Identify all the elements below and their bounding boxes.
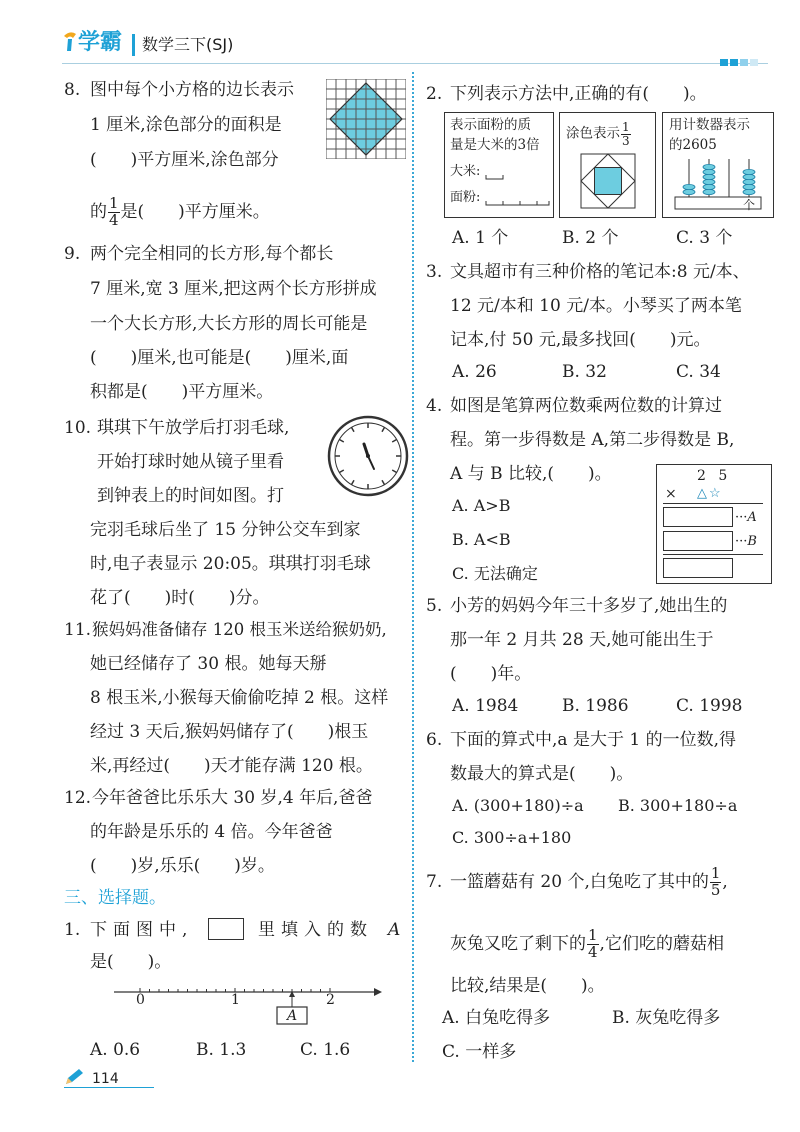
c4-fig-top: 2 5	[697, 468, 732, 484]
c2-box3-line1: 用计数器表示	[669, 117, 750, 133]
c4-fig-symbols: △☆	[697, 486, 723, 501]
c1-line1a: 下面图中,	[90, 920, 194, 940]
q11-line3: 8 根玉米,小猴每天偷偷吃掉 2 根。这样	[90, 688, 389, 708]
mirror-clock-icon	[326, 414, 410, 498]
q11-line4: 经过 3 天后,猴妈妈储存了( )根玉	[90, 722, 369, 742]
c7-fraction-2	[587, 928, 599, 961]
q9-line3: 一个大长方形,大长方形的周长可能是	[90, 314, 368, 334]
c7-line2b: ,它们吃的蘑菇相	[599, 933, 724, 954]
page-header	[0, 0, 800, 70]
q9-line4: ( )厘米,也可能是( )厘米,面	[90, 348, 349, 368]
c2-box-3	[662, 112, 774, 218]
c7-line2	[450, 928, 724, 961]
c4-multiplication-figure	[656, 464, 772, 584]
c3-line2: 12 元/本和 10 元/本。小琴买了两本笔	[450, 296, 742, 316]
c1-option-a[interactable]: A. 0.6	[90, 1040, 141, 1060]
c7-line1	[450, 866, 728, 899]
c5-line1: 小芳的妈妈今年三十多岁了,她出生的	[450, 596, 728, 616]
c1-variable: A	[388, 920, 401, 940]
q11-number: 11.	[64, 620, 92, 640]
q9-line5: 积都是( )平方厘米。	[90, 382, 274, 402]
q12-line1: 今年爸爸比乐乐大 30 岁,4 年后,爸爸	[92, 788, 373, 808]
c7-f2-d: 4	[588, 942, 598, 961]
c2-box2-text: 涂色表示	[566, 125, 620, 142]
q10-line3: 到钟表上的时间如图。打	[97, 486, 284, 506]
c4-line2: 程。第一步得数是 A,第二步得数是 B,	[450, 430, 735, 450]
c3-number: 3.	[426, 262, 443, 282]
q12-number: 12.	[64, 788, 92, 808]
c4-fig-row-3	[663, 558, 733, 578]
q8-fraction	[108, 196, 120, 229]
q9-line2: 7 厘米,宽 3 厘米,把这两个长方形拼成	[90, 279, 377, 299]
c6-line1: 下面的算式中,a 是大于 1 的一位数,得	[450, 730, 736, 750]
header-divider	[132, 34, 135, 56]
c2-number: 2.	[426, 84, 443, 104]
c5-line2: 那一年 2 月共 28 天,她可能出生于	[450, 630, 714, 650]
c2-option-c[interactable]: C. 3 个	[676, 228, 733, 248]
c1-tick-1: 1	[231, 992, 240, 1008]
c2-box1-rice: 大米:	[450, 164, 481, 179]
q10-line5: 时,电子表显示 20:05。琪琪打羽毛球	[90, 554, 371, 574]
c7-option-c[interactable]: C. 一样多	[442, 1042, 517, 1062]
c3-option-b[interactable]: B. 32	[562, 362, 607, 382]
section-3-title: 三、选择题。	[64, 888, 166, 908]
c3-line1: 文具超市有三种价格的笔记本:8 元/本、	[450, 262, 750, 282]
header-rule	[62, 63, 768, 64]
c2-box3-line2: 的2605	[669, 137, 717, 153]
header-logo-text: 学霸	[78, 30, 123, 55]
c7-fraction-1	[710, 866, 722, 899]
c2-box2-title	[566, 121, 632, 147]
c6-number: 6.	[426, 730, 443, 750]
c4-fig-row-2	[663, 531, 733, 551]
c6-option-a[interactable]: A. (300+180)÷a	[452, 796, 584, 815]
c2-option-b[interactable]: B. 2 个	[562, 228, 619, 248]
q10-line2: 开始打球时她从镜子里看	[97, 452, 284, 472]
q9-number: 9.	[64, 244, 81, 264]
c7-line2a: 灰兔又吃了剩下的	[450, 933, 586, 954]
c1-blank-box	[208, 918, 244, 940]
q11-line2: 她已经储存了 30 根。她每天掰	[90, 654, 327, 674]
c7-line1a: 一篮蘑菇有 20 个,白兔吃了其中的	[450, 871, 709, 892]
c5-option-a[interactable]: A. 1984	[452, 696, 519, 716]
c3-line3: 记本,付 50 元,最多找回( )元。	[450, 330, 711, 350]
q8-line4	[90, 196, 270, 229]
q11-line1: 猴妈妈准备储存 120 根玉米送给猴奶奶,	[92, 620, 387, 639]
q10-number: 10.	[64, 418, 92, 438]
c7-line1b: ,	[722, 871, 728, 892]
c5-option-b[interactable]: B. 1986	[562, 696, 629, 716]
q12-line2: 的年龄是乐乐的 4 倍。今年爸爸	[90, 822, 333, 842]
q9-line1: 两个完全相同的长方形,每个都长	[90, 244, 334, 264]
c2-box1-line1: 表示面粉的质	[450, 117, 531, 133]
number-line-figure	[112, 980, 382, 1026]
c4-fig-times: ×	[665, 486, 677, 502]
c5-line3: ( )年。	[450, 664, 532, 684]
q8-number: 8.	[64, 80, 81, 100]
c1-line1b: 里填入的数	[258, 920, 373, 940]
c1-tick-2: 2	[326, 992, 335, 1008]
c1-number: 1.	[64, 920, 81, 940]
c1-line2: 是( )。	[90, 952, 172, 972]
footer-rule	[64, 1087, 154, 1088]
q8-frac-n: 1	[109, 194, 119, 212]
c2-box-1	[444, 112, 554, 218]
q8-line2: 1 厘米,涂色部分的面积是	[90, 115, 282, 135]
c2-line1: 下列表示方法中,正确的有( )。	[450, 84, 707, 104]
c4-option-b[interactable]: B. A<B	[452, 530, 511, 549]
c2-box-2	[559, 112, 656, 218]
c7-f1-n: 1	[710, 864, 721, 882]
header-logo-icon	[62, 30, 78, 52]
q10-line1: 琪琪下午放学后打羽毛球,	[97, 418, 290, 438]
c2-option-a[interactable]: A. 1 个	[452, 228, 509, 248]
c4-fig-label-a: ···A	[735, 510, 757, 525]
q10-line4: 完羽毛球后坐了 15 分钟公交车到家	[90, 520, 361, 540]
c1-box-label: A	[287, 1008, 298, 1024]
c2-box1-line2: 量是大米的3倍	[450, 137, 540, 153]
q8-frac-d: 4	[109, 210, 119, 229]
c4-line3: A 与 B 比较,( )。	[450, 464, 612, 484]
c7-f1-d: 5	[710, 880, 721, 899]
header-decoration	[720, 51, 758, 71]
c1-tick-0: 0	[136, 992, 145, 1008]
c4-fig-label-b: ···B	[735, 534, 757, 549]
c3-option-a[interactable]: A. 26	[452, 362, 497, 382]
c4-line1: 如图是笔算两位数乘两位数的计算过	[450, 396, 722, 416]
q8-grid-figure	[326, 79, 406, 159]
c4-fig-b: B	[747, 534, 757, 549]
q8-line1: 图中每个小方格的边长表示	[90, 80, 294, 100]
c6-option-c[interactable]: C. 300÷a+180	[452, 828, 572, 847]
c2-box1-bars	[485, 169, 551, 209]
c4-number: 4.	[426, 396, 443, 416]
c6-option-b[interactable]: B. 300+180÷a	[618, 796, 738, 815]
c4-option-c[interactable]: C. 无法确定	[452, 564, 538, 583]
c6-line2: 数最大的算式是( )。	[450, 764, 634, 784]
c7-line3: 比较,结果是( )。	[450, 976, 605, 996]
c7-f2-n: 1	[588, 926, 598, 944]
c3-option-c[interactable]: C. 34	[676, 362, 721, 382]
q12-line3: ( )岁,乐乐( )岁。	[90, 856, 275, 876]
c4-fig-rule	[663, 503, 763, 504]
q10-line6: 花了( )时( )分。	[90, 588, 270, 608]
q8-line4a: 的	[90, 201, 107, 222]
c4-option-a[interactable]: A. A>B	[452, 496, 511, 515]
c5-option-c[interactable]: C. 1998	[676, 696, 743, 716]
q8-line4b: 是( )平方厘米。	[120, 201, 270, 222]
c2-box2-frac-n: 1	[622, 120, 630, 134]
c2-box3-unit: 个	[743, 198, 756, 212]
c1-option-b[interactable]: B. 1.3	[196, 1040, 247, 1060]
column-divider	[412, 72, 414, 1062]
c7-option-b[interactable]: B. 灰兔吃得多	[612, 1008, 721, 1028]
c4-fig-row-1	[663, 507, 733, 527]
c2-box1-flour: 面粉:	[450, 190, 481, 205]
q11-line5: 米,再经过( )天才能存满 120 根。	[90, 756, 373, 776]
c5-number: 5.	[426, 596, 443, 616]
c2-box2-frac-d: 3	[622, 133, 630, 148]
c2-box2-square-figure	[580, 153, 636, 209]
q8-line3: ( )平方厘米,涂色部分	[90, 150, 279, 170]
page-number: 114	[92, 1071, 119, 1087]
c7-number: 7.	[426, 872, 443, 892]
c2-box2-fraction	[621, 121, 631, 147]
c7-option-a[interactable]: A. 白兔吃得多	[442, 1008, 551, 1028]
header-subject: 数学三下(SJ)	[142, 35, 234, 54]
c4-fig-rule-2	[663, 554, 763, 555]
c1-option-c[interactable]: C. 1.6	[300, 1040, 351, 1060]
c4-fig-a: A	[747, 510, 757, 525]
